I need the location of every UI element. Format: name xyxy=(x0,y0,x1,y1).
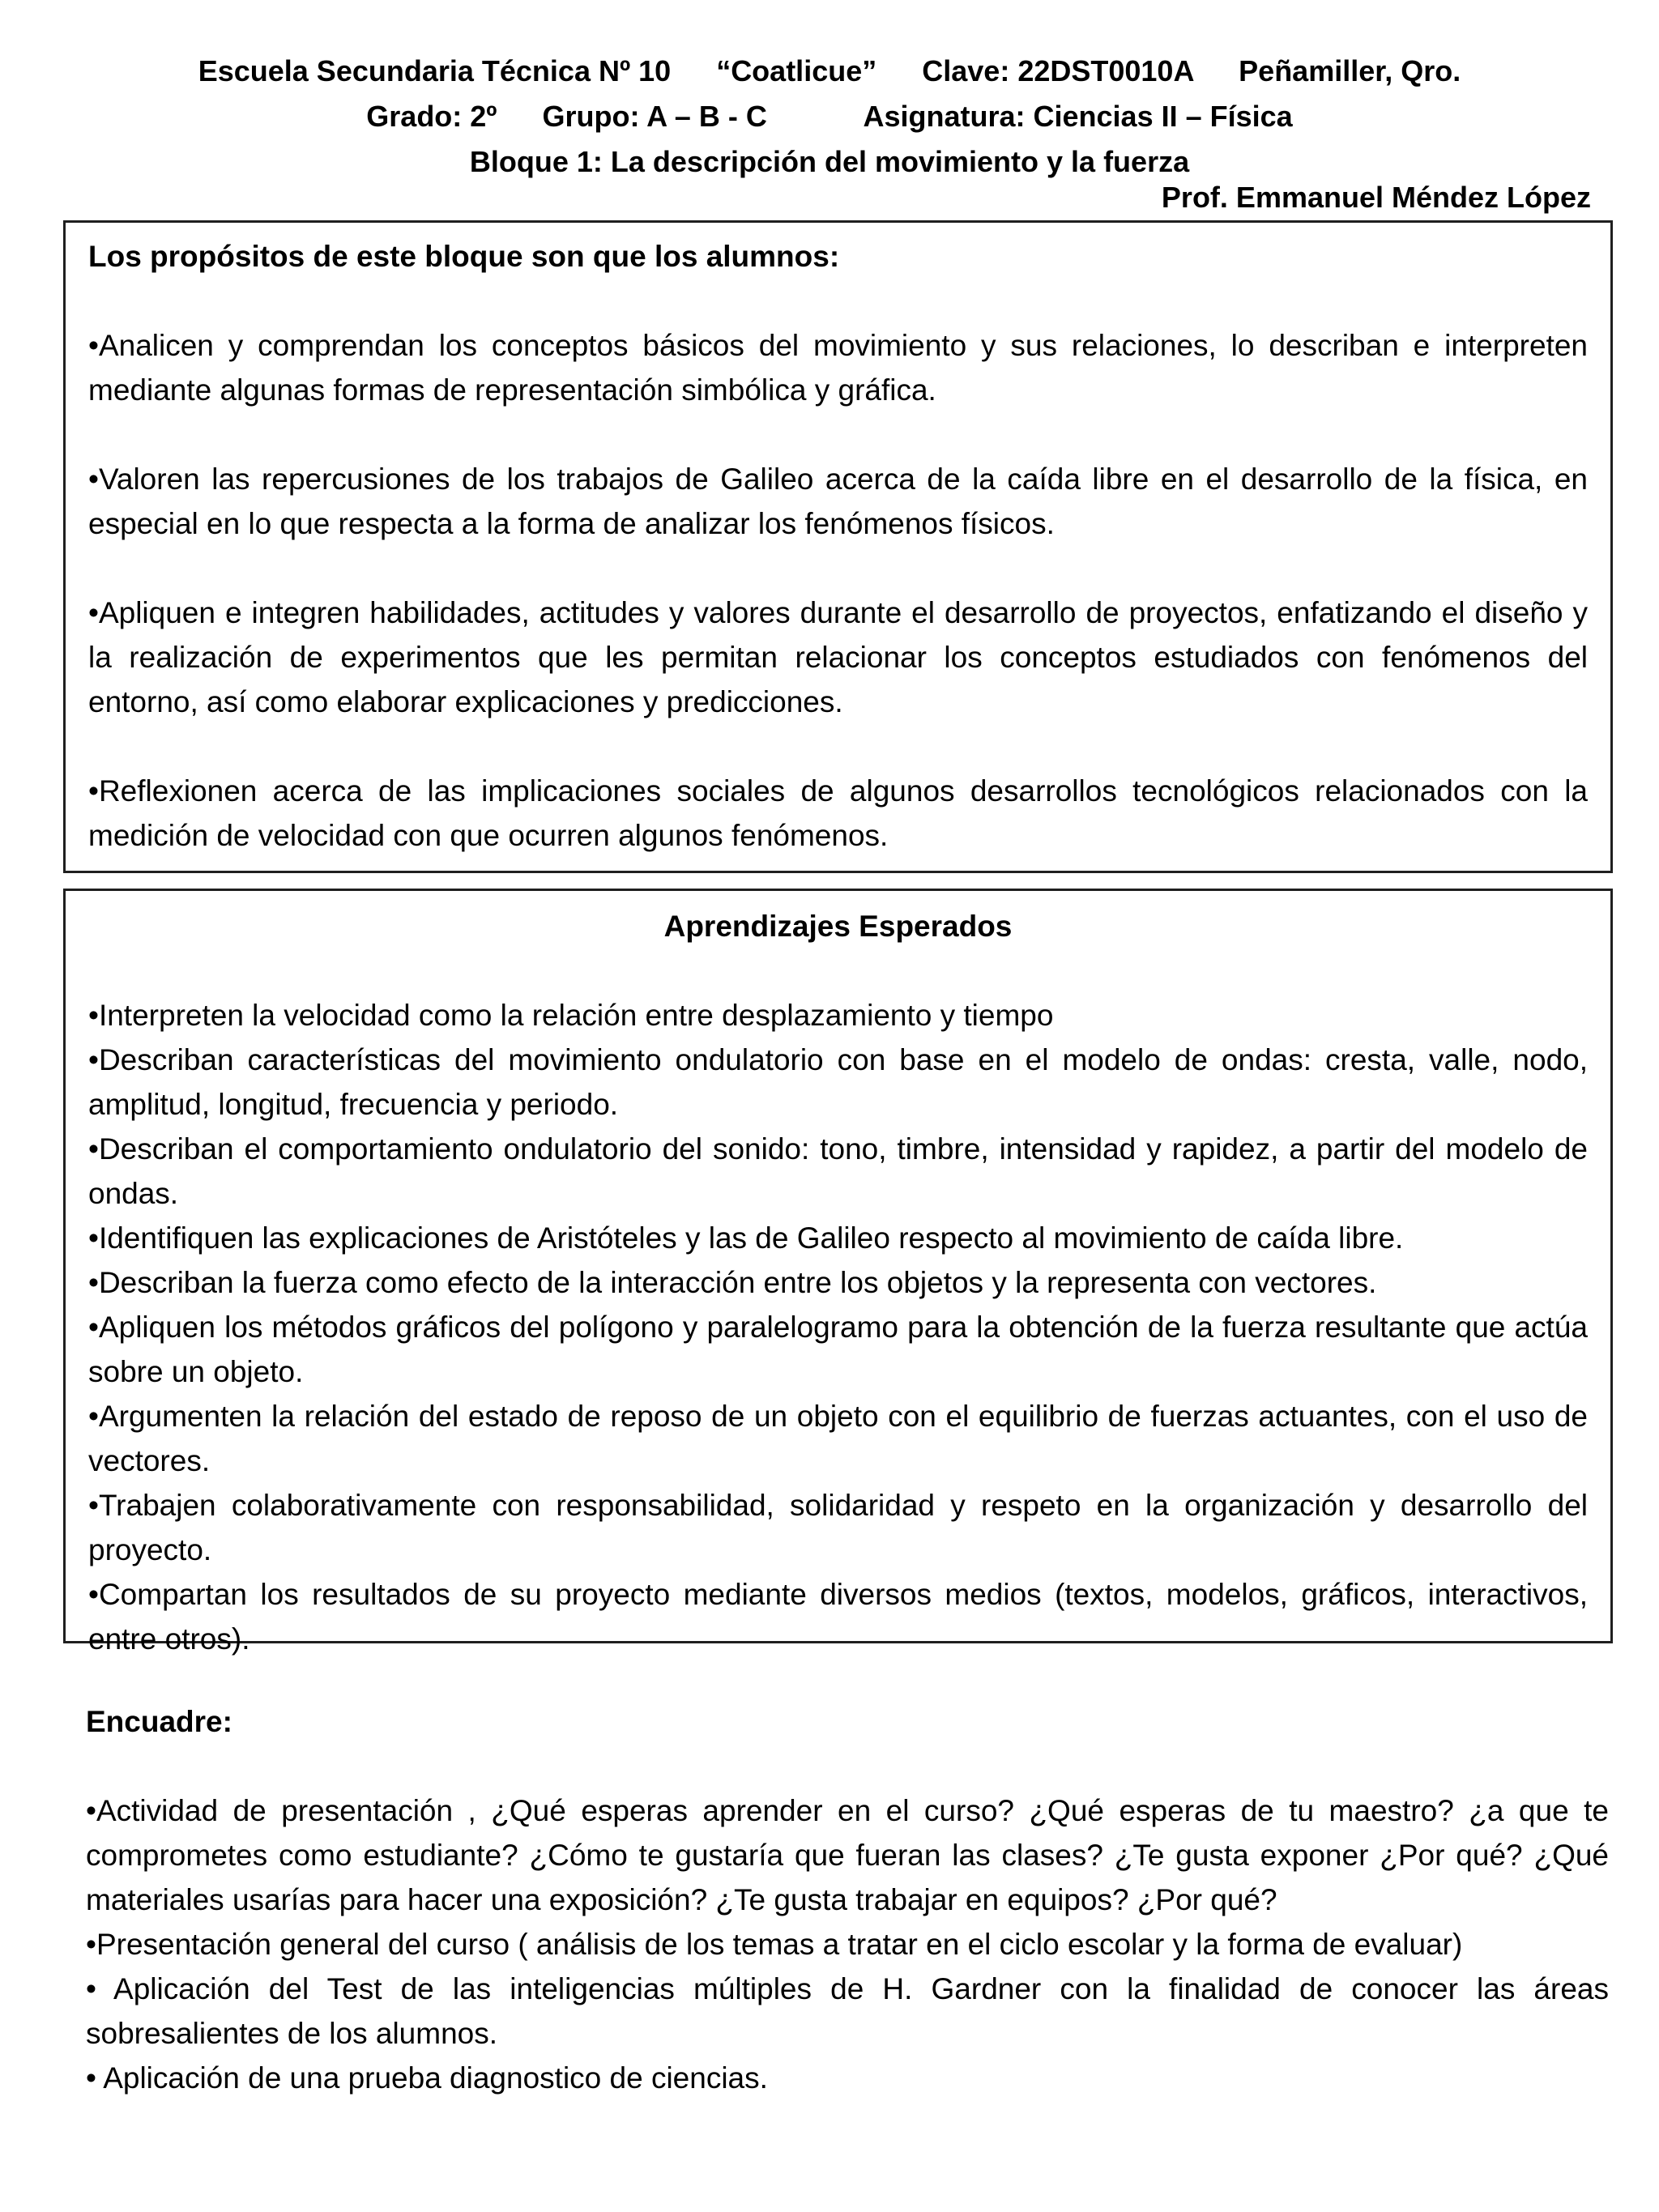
encuadre-item: •Presentación general del curso ( análisis de los temas a tratar en el ciclo escolar y la forma de evaluar) xyxy=(86,1928,1463,1961)
school-name: “Coatlicue” xyxy=(716,54,877,87)
school-clave: Clave: 22DST0010A xyxy=(922,54,1194,87)
proposito-item: •Analicen y comprendan los conceptos básicos del movimiento y sus relaciones, lo describan e interpreten mediante algunas formas de representación simbólica y gráfica. xyxy=(88,329,1588,407)
encuadre-item: • Aplicación de una prueba diagnostico de ciencias. xyxy=(86,2061,768,2095)
school-label: Escuela Secundaria Técnica Nº 10 xyxy=(198,54,672,87)
header-line-2 xyxy=(0,94,1659,139)
aprendizaje-item: •Describan características del movimiento ondulatorio con base en el modelo de ondas: cresta, valle, nodo, amplitud, longitud, frecuencia y periodo. xyxy=(88,1043,1588,1121)
aprendizaje-item: •Trabajen colaborativamente con responsabilidad, solidaridad y respeto en la organización y desarrollo del proyecto. xyxy=(88,1489,1588,1566)
grado-label: Grado: 2º xyxy=(366,100,497,133)
proposito-item: •Valoren las repercusiones de los trabajos de Galileo acerca de la caída libre en el desarrollo de la física, en especial en lo que respecta a la forma de analizar los fenómenos físicos. xyxy=(88,462,1588,540)
aprendizaje-item: •Identifiquen las explicaciones de Aristóteles y las de Galileo respecto al movimiento de caída libre. xyxy=(88,1221,1404,1255)
aprendizaje-item: •Apliquen los métodos gráficos del polígono y paralelogramo para la obtención de la fuerza resultante que actúa sobre un objeto. xyxy=(88,1311,1588,1388)
document-header xyxy=(0,49,1659,185)
encuadre-section xyxy=(86,1699,1609,2100)
school-location: Peñamiller, Qro. xyxy=(1239,54,1461,87)
header-line-1 xyxy=(0,49,1659,94)
teacher-name: Prof. Emmanuel Méndez López xyxy=(1161,181,1591,214)
aprendizaje-item: •Describan la fuerza como efecto de la interacción entre los objetos y la representa con vectores. xyxy=(88,1266,1377,1299)
aprendizaje-item: •Compartan los resultados de su proyecto mediante diversos medios (textos, modelos, gráficos, interactivos, entre otros). xyxy=(88,1578,1588,1656)
grupo-label: Grupo: A – B - C xyxy=(542,100,767,133)
aprendizajes-box xyxy=(63,889,1613,1656)
aprendizaje-item: •Interpreten la velocidad como la relación entre desplazamiento y tiempo xyxy=(88,999,1054,1032)
encuadre-title: Encuadre: xyxy=(86,1705,232,1738)
propositos-title: Los propósitos de este bloque son que los alumnos: xyxy=(88,240,840,273)
aprendizaje-item: •Describan el comportamiento ondulatorio del sonido: tono, timbre, intensidad y rapidez, a partir del modelo de ondas. xyxy=(88,1132,1588,1210)
encuadre-item: •Actividad de presentación , ¿Qué esperas aprender en el curso? ¿Qué esperas de tu maestro? ¿a que te comprometes como estudiante? ¿Cómo te gustaría que fueran las clases? ¿Te gusta exponer ¿Por qué? ¿Qué materiales usarías para hacer una exposición? ¿Te gusta trabajar en equipos? ¿Por qué? xyxy=(86,1794,1609,1916)
proposito-item: •Reflexionen acerca de las implicaciones sociales de algunos desarrollos tecnológicos relacionados con la medición de velocidad con que ocurren algunos fenómenos. xyxy=(88,774,1588,852)
header-line-3 xyxy=(0,139,1659,185)
bloque-title: Bloque 1: La descripción del movimiento y la fuerza xyxy=(469,145,1190,178)
asignatura-label: Asignatura: Ciencias II – Física xyxy=(863,100,1293,133)
propositos-box xyxy=(63,220,1613,873)
aprendizaje-item: •Argumenten la relación del estado de reposo de un objeto con el equilibrio de fuerzas actuantes, con el uso de vectores. xyxy=(88,1400,1588,1477)
aprendizajes-title: Aprendizajes Esperados xyxy=(663,910,1013,943)
encuadre-item: • Aplicación del Test de las inteligencias múltiples de H. Gardner con la finalidad de conocer las áreas sobresalientes de los alumnos. xyxy=(86,1972,1609,2050)
proposito-item: •Apliquen e integren habilidades, actitudes y valores durante el desarrollo de proyectos, enfatizando el diseño y la realización de experimentos que les permitan relacionar los conceptos estudiados con fenómenos del entorno, así como elaborar explicaciones y predicciones. xyxy=(88,596,1588,718)
